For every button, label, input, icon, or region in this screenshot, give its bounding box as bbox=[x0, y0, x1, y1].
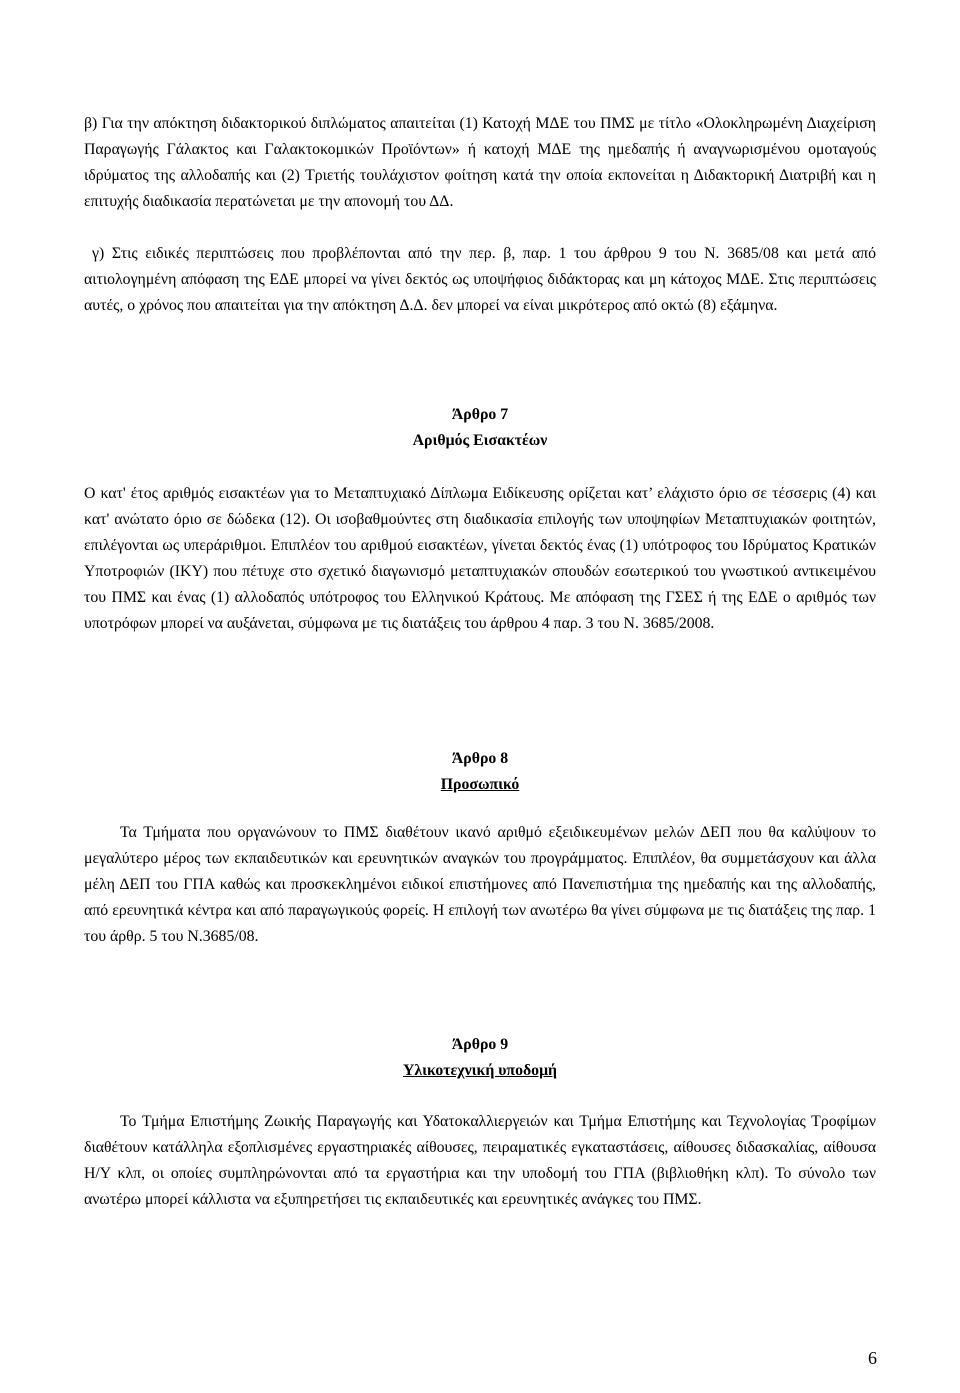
article-7-title: Αριθμός Εισακτέων bbox=[412, 432, 548, 449]
article-9-title: Υλικοτεχνική υποδομή bbox=[402, 1062, 558, 1079]
article-9-body: Το Τμήμα Επιστήμης Ζωικής Παραγωγής και Υδατοκαλλιεργειών και Τμήμα Επιστήμης και Τεχνολογίας Τροφίμων διαθέτουν κατάλληλα εξοπλισμένες εργαστηριακές αίθουσες, πειραματικές εγκαταστάσεις, αίθουσες διδασκαλίας, αίθουσα Η/Υ κλπ, οι οποίες συμπληρώνονται από τα εργαστήρια και την υποδομή του ΓΠΑ (βιβλιοθήκη κλπ). Το σύνολο των ανωτέρω μπορεί κάλλιστα να εξυπηρετήσει τις εκπαιδευτικές και ερευνητικές ανάγκες του ΠΜΣ. bbox=[84, 1113, 876, 1209]
paragraph-g: γ) Στις ειδικές περιπτώσεις που προβλέπονται από την περ. β, παρ. 1 του άρθρου 9 του Ν. 3685/08 και μετά από αιτιολογημένη απόφαση της ΕΔΕ μπορεί να γίνει δεκτός ως υποψήφιος διδάκτορας και μη κάτοχος ΜΔΕ. Στις περιπτώσεις αυτές, ο χρόνος που απαιτείται για την απόκτηση Δ.Δ. δεν μπορεί να είναι μικρότερος από οκτώ (8) εξάμηνα. bbox=[84, 245, 876, 315]
paragraph-b: β) Για την απόκτηση διδακτορικού διπλώματος απαιτείται (1) Κατοχή ΜΔΕ του ΠΜΣ με τίτλο «Ολοκληρωμένη Διαχείριση Παραγωγής Γάλακτος και Γαλακτοκομικών Προϊόντων» ή κατοχή ΜΔΕ της ημεδαπής ή αναγνωρισμένου ομοταγούς ιδρύματος της αλλοδαπής και (2) Τριετής τουλάχιστον φοίτηση κατά την οποία εκπονείται η Διδακτορική Διατριβή και η επιτυχής διαδικασία περατώνεται με την απονομή του ΔΔ. bbox=[84, 115, 876, 211]
article-8-number: Άρθρο 8 bbox=[451, 750, 509, 767]
article-7-body: Ο κατ' έτος αριθμός εισακτέων για το Μεταπτυχιακό Δίπλωμα Ειδίκευσης ορίζεται κατ’ ελάχιστο όριο σε τέσσερις (4) και κατ' ανώτατο όριο σε δώδεκα (12). Οι ισοβαθμούντες στη διαδικασία επιλογής των υποψηφίων Μεταπτυχιακών φοιτητών, επιλέγονται ως υπεράριθμοι. Επιπλέον του αριθμού εισακτέων, γίνεται δεκτός ένας (1) υπότροφος του Ιδρύματος Κρατικών Υποτροφιών (ΙΚΥ) που πέτυχε στο σχετικό διαγωνισμό μεταπτυχιακών σπουδών εσωτερικού του γνωστικού αντικειμένου του ΠΜΣ και ένας (1) αλλοδαπός υπότροφος του Ελληνικού Κράτους. Με απόφαση της ΓΣΕΣ ή της ΕΔΕ ο αριθμός των υποτρόφων μπορεί να αυξάνεται, σύμφωνα με τις διατάξεις του άρθρου 4 παρ. 3 του Ν. 3685/2008. bbox=[84, 485, 876, 633]
article-8-title: Προσωπικό bbox=[440, 776, 520, 793]
article-8-body: Τα Τμήματα που οργανώνουν το ΠΜΣ διαθέτουν ικανό αριθμό εξειδικευμένων μελών ΔΕΠ που θα καλύψουν το μεγαλύτερο μέρος των εκπαιδευτικών και ερευνητικών αναγκών του προγράμματος. Επιπλέον, θα συμμετάσχουν και άλλα μέλη ΔΕΠ του ΓΠΑ καθώς και προσκεκλημένοι ειδικοί επιστήμονες από Πανεπιστήμια της ημεδαπής και της αλλοδαπής, από ερευνητικά κέντρα και από παραγωγικούς φορείς. Η επιλογή των ανωτέρω θα γίνει σύμφωνα με τις διατάξεις της παρ. 1 του άρθρ. 5 του Ν.3685/08. bbox=[84, 824, 876, 946]
page-number: 6 bbox=[868, 1348, 877, 1368]
article-7-number: Άρθρο 7 bbox=[451, 406, 509, 423]
article-9-number: Άρθρο 9 bbox=[451, 1036, 509, 1053]
